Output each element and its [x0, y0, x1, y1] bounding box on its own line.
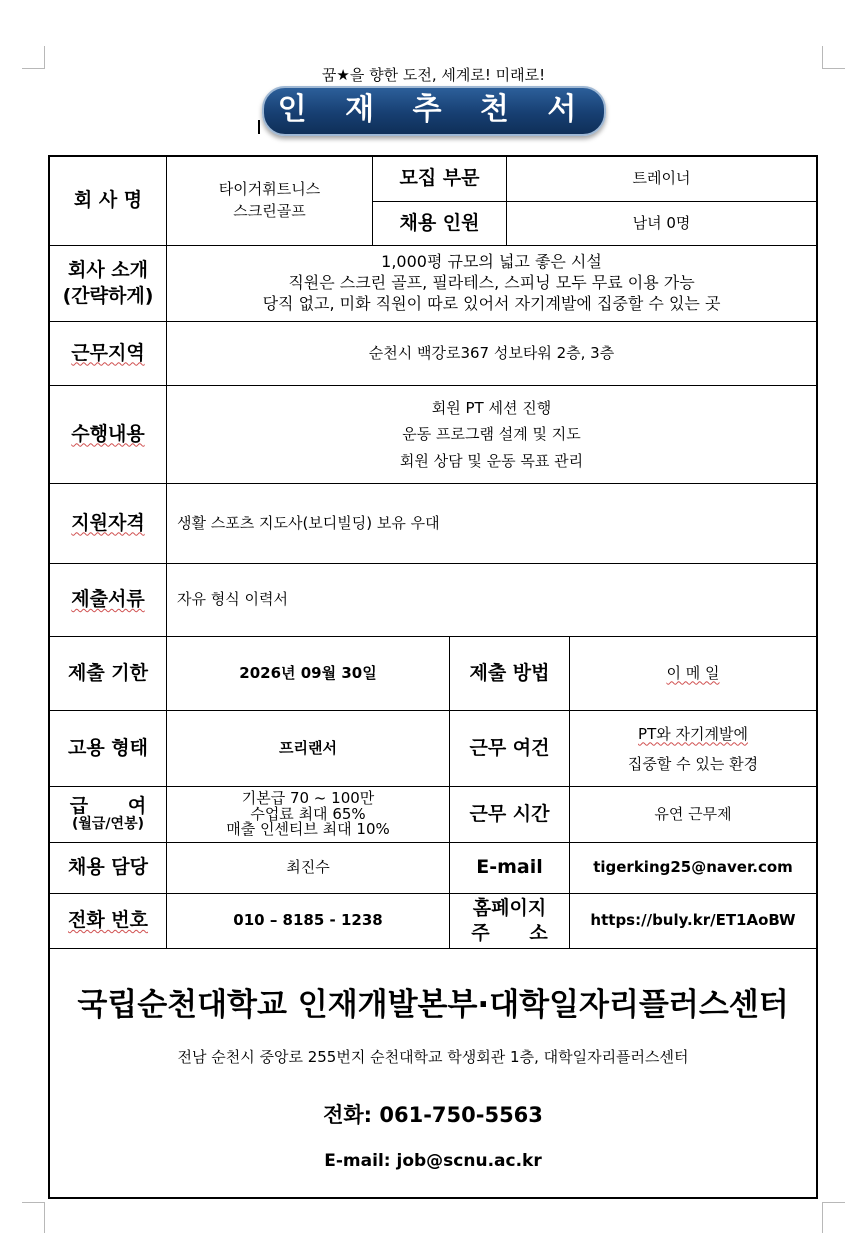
- organization-phone: 전화: 061-750-5563: [323, 1103, 543, 1127]
- crop-mark: [822, 1202, 845, 1233]
- contact-label: 채용 담당: [50, 843, 167, 894]
- docs-label-text: 제출서류: [71, 588, 145, 611]
- location-label-text: 근무지역: [71, 341, 145, 364]
- salary-line: 수업료 최대 65%: [250, 804, 366, 823]
- qual-value[interactable]: 생활 스포츠 지도사(보디빌딩) 보유 우대: [167, 484, 816, 564]
- phone-label-text: 전화 번호: [67, 909, 149, 932]
- organization-name: 국립순천대학교 인재개발본부·대학일자리플러스센터: [77, 987, 789, 1023]
- hours-label: 근무 시간: [450, 787, 570, 843]
- hours-value[interactable]: 유연 근무제: [570, 787, 816, 843]
- intro-line: 직원은 스크린 골프, 필라테스, 스피닝 모두 무료 이용 가능: [288, 273, 695, 293]
- location-value[interactable]: 순천시 백강로367 성보타워 2층, 3층: [167, 322, 816, 386]
- company-name[interactable]: [167, 157, 373, 246]
- duties-label: [50, 386, 167, 484]
- dept-label: 모집 부문: [373, 157, 507, 202]
- intro-label-line: (간략하게): [62, 284, 154, 307]
- organization-email: E-mail: job@scnu.ac.kr: [324, 1151, 542, 1171]
- intro-line: 당직 없고, 미화 직원이 따로 있어서 자기계발에 집중할 수 있는 곳: [262, 293, 721, 313]
- recommendation-form: [48, 155, 818, 1199]
- intro-label: [50, 246, 167, 322]
- company-name-line: 타이거휘트니스: [218, 180, 321, 199]
- contact-value[interactable]: 최진수: [167, 843, 450, 894]
- intro-label-line: 회사 소개: [67, 258, 149, 281]
- dept-value[interactable]: 트레이너: [507, 157, 816, 202]
- document-title-banner: 인 재 추 천 서: [262, 86, 606, 136]
- qual-label: [50, 484, 167, 564]
- docs-value[interactable]: 자유 형식 이력서: [167, 564, 816, 637]
- duties-line: 운동 프로그램 설계 및 지도: [402, 425, 581, 444]
- homepage-label: [450, 894, 570, 949]
- duties-line: 회원 PT 세션 진행: [431, 399, 552, 418]
- homepage-label-line: 홈페이지: [472, 897, 547, 920]
- salary-value[interactable]: [167, 787, 450, 843]
- conditions-line: 집중할 수 있는 환경: [627, 754, 759, 773]
- intro-line: 1,000평 규모의 넓고 좋은 시설: [381, 252, 602, 272]
- crop-mark: [22, 1202, 45, 1233]
- employ-value[interactable]: 프리랜서: [167, 711, 450, 787]
- conditions-label: 근무 여건: [450, 711, 570, 787]
- company-name-line: 스크린골프: [233, 202, 306, 220]
- hires-label: 채용 인원: [373, 202, 507, 246]
- conditions-line: PT와 자기계발에: [638, 724, 748, 743]
- text-cursor: [258, 120, 260, 134]
- method-value[interactable]: [570, 637, 816, 711]
- qual-label-text: 지원자격: [71, 511, 145, 534]
- salary-line: 기본급 70 ~ 100만: [241, 788, 375, 807]
- email-label: E-mail: [450, 843, 570, 894]
- duties-label-text: 수행내용: [71, 422, 145, 445]
- organization-address: 전남 순천시 중앙로 255번지 순천대학교 학생회관 1층, 대학일자리플러스센터: [177, 1048, 689, 1066]
- homepage-label-line: 주 소: [471, 922, 548, 944]
- salary-label-sub: (월급/연봉): [71, 816, 144, 833]
- method-label: 제출 방법: [450, 637, 570, 711]
- duties-line: 회원 상담 및 운동 목표 관리: [399, 451, 584, 470]
- location-label: [50, 322, 167, 386]
- hires-value[interactable]: 남녀 0명: [507, 202, 816, 246]
- method-value-text: 이 메 일: [666, 663, 720, 682]
- salary-line: 매출 인센티브 최대 10%: [226, 820, 390, 839]
- slogan: 꿈★을 향한 도전, 세계로! 미래로!: [321, 66, 546, 84]
- salary-label: [50, 787, 167, 843]
- employ-label: 고용 형태: [50, 711, 167, 787]
- salary-label-main: 급 여: [69, 795, 147, 818]
- docs-label: [50, 564, 167, 637]
- phone-label: [50, 894, 167, 949]
- intro-value[interactable]: [167, 246, 816, 322]
- phone-value[interactable]: 010 – 8185 - 1238: [167, 894, 450, 949]
- duties-value[interactable]: [167, 386, 816, 484]
- homepage-value[interactable]: https://buly.kr/ET1AoBW: [570, 894, 816, 949]
- deadline-value[interactable]: 2026년 09월 30일: [167, 637, 450, 711]
- conditions-value[interactable]: [570, 711, 816, 787]
- deadline-label: 제출 기한: [50, 637, 167, 711]
- email-value[interactable]: tigerking25@naver.com: [570, 843, 816, 894]
- company-label: 회 사 명: [50, 157, 167, 246]
